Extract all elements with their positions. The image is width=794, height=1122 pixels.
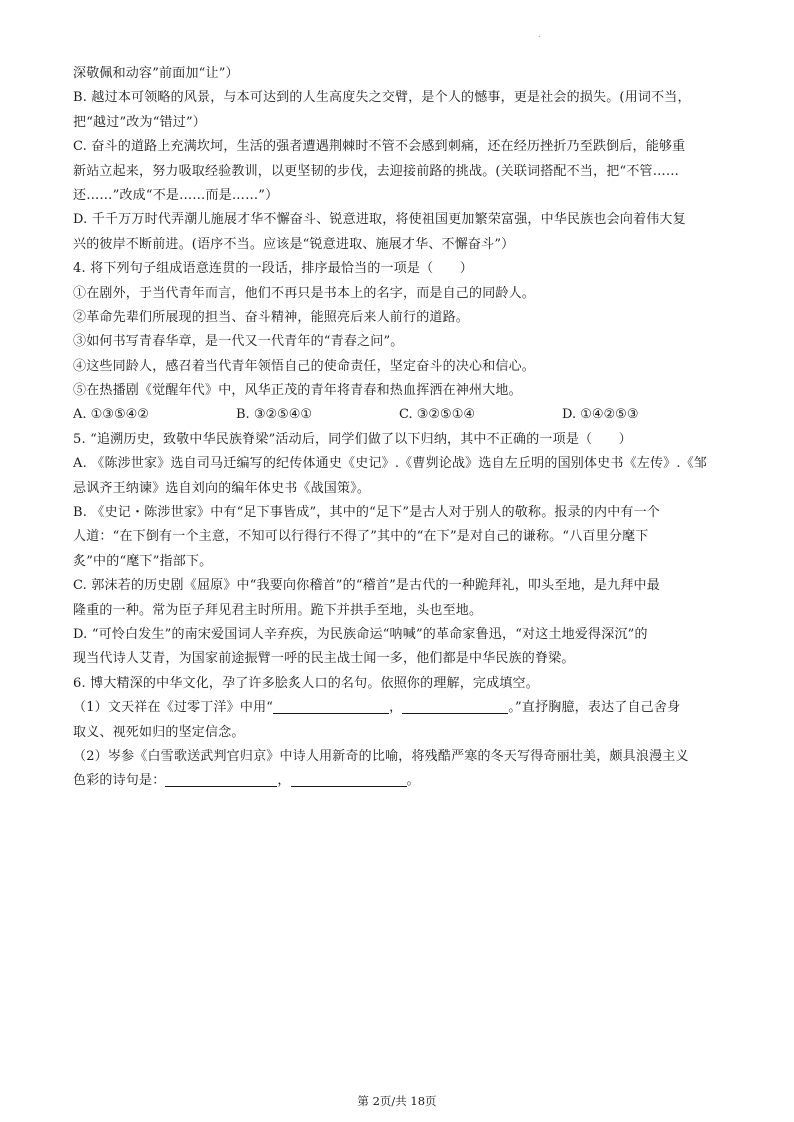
- question-6-1-cont: 取义、视死如归的坚定信念。: [73, 724, 245, 740]
- question-4-options: [73, 403, 725, 427]
- text-line: B. 《史记・陈涉世家》中有“足下事皆成”，其中的“足下”是古人对于别人的敬称。报录的内中有一个: [73, 505, 661, 521]
- page-content: [73, 62, 725, 794]
- question-5-stem: 5. “追溯历史，致敬中华民族脊梁”活动后，同学们做了以下归纳，其中不正确的一项是（ ）: [73, 431, 632, 447]
- text-line: D. “可怜白发生”的南宋爱国词人辛弃疾，为民族命运“呐喊”的革命家鲁迅，“对这土地爱得深沉”的: [73, 626, 648, 642]
- text-line: D. 千千万万时代弄潮儿施展才华不懈奋斗、锐意进取，将使祖国更加繁荣富强，中华民族也会向着伟大复: [73, 212, 686, 228]
- text-line: 人道：“在下倒有一个主意，不知可以行得行不得了”其中的“在下”是对自己的谦称。“八百里分麾下: [73, 529, 649, 545]
- sentence-1: ①在剧外，于当代青年而言，他们不再只是书本上的名字，而是自己的同龄人。: [73, 285, 536, 301]
- corner-mark: .: [538, 30, 541, 39]
- option-d: D. ①④②⑤③: [562, 407, 639, 423]
- text-line: 把“越过”改为“错过”）: [73, 114, 206, 130]
- answer-blank[interactable]: [273, 697, 389, 714]
- text-line: C. 郭沫若的历史剧《屈原》中“我要向你稽首”的“稽首”是古代的一种跪拜礼，叩头至地，是九拜中最: [73, 578, 660, 594]
- text-line: 还……”改成“不是……而是……”）: [73, 187, 279, 203]
- question-6-2: （2）岑参《白雪歌送武判官归京》中诗人用新奇的比喻，将残酷严寒的冬天写得奇丽壮美，颇具浪漫主义: [73, 748, 689, 764]
- answer-blank[interactable]: [402, 697, 508, 714]
- text-line: 忌讽齐王纳谏》选自刘向的编年体史书《战国策》。: [73, 480, 371, 496]
- text-line: C. 奋斗的道路上充满坎坷，生活的强者遭遇荆棘时不管不会感到刺痛，还在经历挫折乃至跌倒后，能够重: [73, 139, 686, 155]
- text-line: B. 越过本可领略的风景，与本可达到的人生高度失之交臂，是个人的憾事，更是社会的损失。(用词不当，: [73, 90, 691, 106]
- sentence-5: ⑤在热播剧《觉醒年代》中，风华正茂的青年将青春和热血挥洒在神州大地。: [73, 383, 522, 399]
- text-line: A. 《陈涉世家》选自司马迁编写的纪传体通史《史记》.《曹刿论战》选自左丘明的国别体史书《左传》.《邹: [73, 456, 708, 472]
- sentence-4: ④这些同龄人，感召着当代青年领悟自己的使命责任，坚定奋斗的决心和信心。: [73, 358, 536, 374]
- option-b: B. ③②⑤④①: [236, 407, 313, 423]
- page-footer: 第 2页/共 18页: [357, 1094, 437, 1108]
- text-line: 炙”中的“麾下”指部下。: [73, 553, 213, 569]
- question-4-stem: 4. 将下列句子组成语意连贯的一段话，排序最恰当的一项是（ ）: [73, 261, 473, 277]
- question-6-stem: 6. 博大精深的中华文化，孕了许多脍炙人口的名句。依照你的理解，完成填空。: [73, 675, 539, 691]
- text-line: 兴的彼岸不断前进。(语序不当。应该是“锐意进取、施展才华、不懈奋斗”）: [73, 236, 515, 252]
- sentence-2: ②革命先辈们所展现的担当、奋斗精神，能照亮后来人前行的道路。: [73, 309, 470, 325]
- answer-blank[interactable]: [165, 770, 277, 787]
- text-line: 隆重的一种。常为臣子拜见君主时所用。跪下并拱手至地，头也至地。: [73, 602, 483, 618]
- text-line: 新站立起来，努力吸取经验教训，以更坚韧的步伐，去迎接前路的挑战。(关联词搭配不当，把“不管……: [73, 163, 680, 179]
- text-line: 现当代诗人艾青，为国家前途振臂一呼的民主战士闻一多，他们都是中华民族的脊梁。: [73, 651, 575, 667]
- question-6-2-blanks: 色彩的诗句是： ， 。: [73, 769, 725, 793]
- option-c: C. ③②⑤①④: [399, 407, 476, 423]
- option-a: A. ①③⑤④②: [73, 407, 149, 423]
- answer-blank[interactable]: [291, 770, 407, 787]
- text-line: 深敬佩和动容”前面加“让”）: [73, 66, 239, 81]
- sentence-3: ③如何书写青春华章，是一代又一代青年的“青春之问”。: [73, 334, 404, 350]
- question-6-1: （1）文天祥在《过零丁洋》中用“ ， 。”直抒胸臆，表达了自己舍身: [73, 696, 725, 720]
